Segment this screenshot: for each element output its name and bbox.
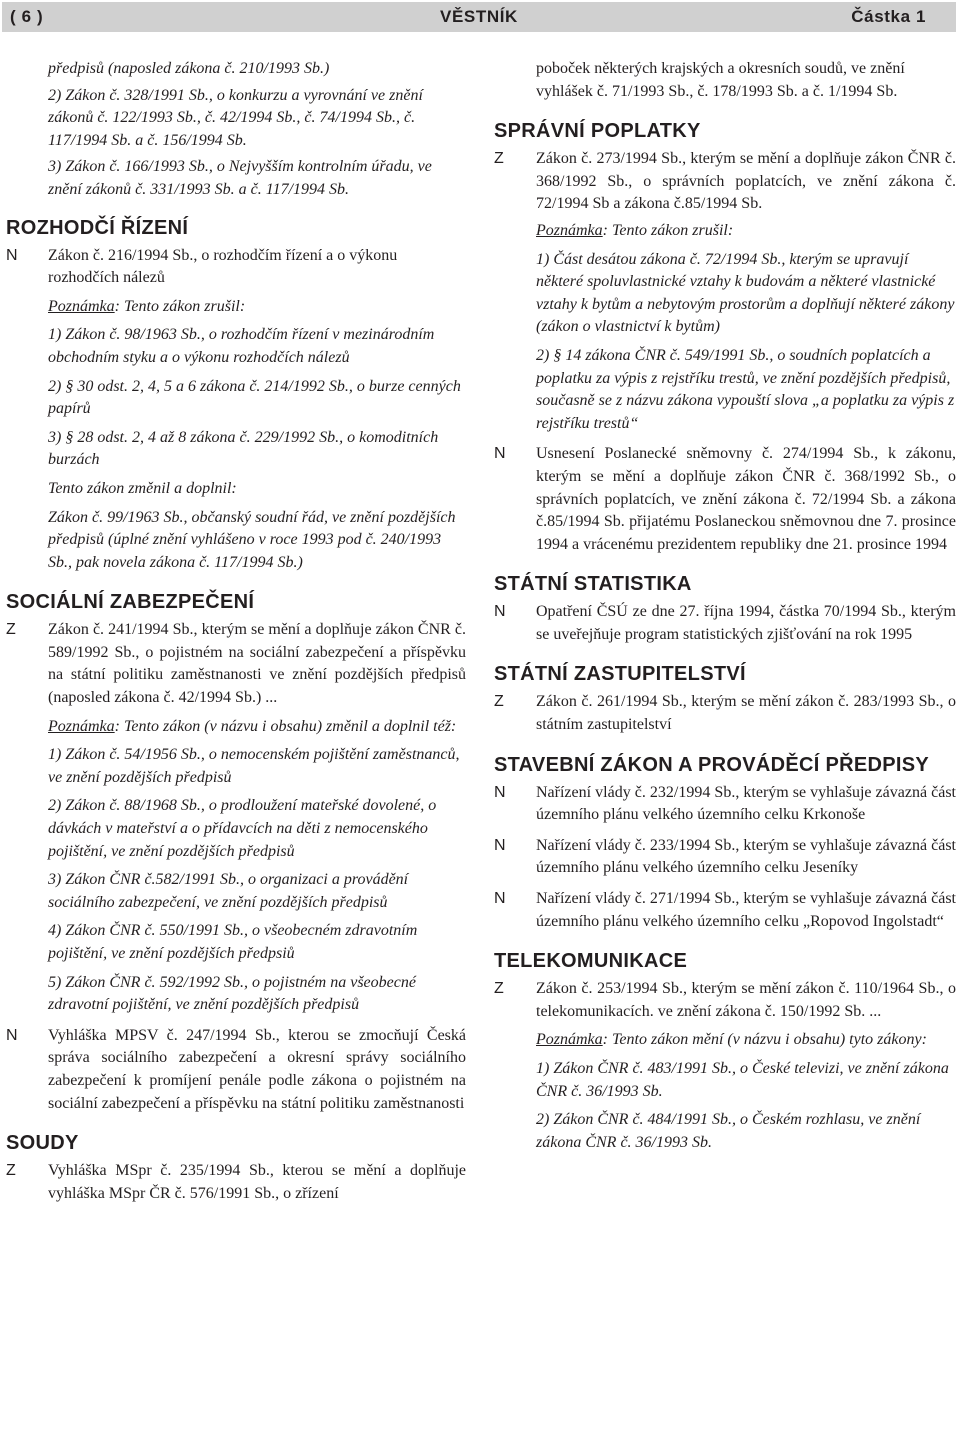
note-item: 3) § 28 odst. 2, 4 až 8 zákona č. 229/1992 Sb., o komoditních burzách bbox=[48, 428, 439, 469]
entry-type-marker: Z bbox=[494, 150, 504, 168]
note bbox=[494, 220, 956, 243]
entry-text: Zákon č. 216/1994 Sb., o rozhodčím řízení a o výkonu rozhodčích nálezů bbox=[48, 246, 398, 287]
note-item: Tento zákon změnil a doplnil: bbox=[48, 479, 237, 497]
entry-text: Vyhláška MSpr č. 235/1994 Sb., kterou se mění a doplňuje vyhláška MSpr ČR č. 576/1991 Sb., o zřízení bbox=[48, 1162, 466, 1202]
note bbox=[6, 296, 466, 319]
continued-text: poboček některých krajských a okresních soudů, ve znění vyhlášek č. 71/1993 Sb., č. 178/1993 Sb. a č. 1/1994 Sb. bbox=[536, 60, 905, 100]
note-item: 1) Zákon č. 98/1963 Sb., o rozhodčím řízení v mezinárodním obchodním styku a o výkonu rozhodčích nálezů bbox=[48, 326, 435, 366]
note-item: 1) Zákon č. 54/1956 Sb., o nemocenském pojištění zaměstnanců, ve znění pozdějších předpisů bbox=[48, 746, 460, 786]
note-text: : Tento zákon (v názvu i obsahu) změnil a doplnil též: bbox=[114, 717, 457, 735]
entry-text: Nařízení vlády č. 232/1994 Sb., kterým se vyhlašuje závazná část územního plánu velkého územního celku Krkonoše bbox=[536, 783, 956, 824]
entry-text: Opatření ČSÚ ze dne 27. října 1994, částka 70/1994 Sb., kterým se uveřejňuje program statistických zjišťování na rok 1995 bbox=[536, 603, 956, 643]
journal-title: VĚSTNÍK bbox=[440, 7, 518, 26]
note-label: Poznámka bbox=[536, 1031, 603, 1049]
right-column bbox=[494, 58, 956, 1154]
section-heading: STAVEBNÍ ZÁKON A PROVÁDĚCÍ PŘEDPISY bbox=[494, 753, 929, 776]
law-entry bbox=[6, 619, 466, 709]
note-item: 1) Zákon ČNR č. 483/1991 Sb., o České televizi, ve znění zákona ČNR č. 36/1993 Sb. bbox=[536, 1060, 949, 1100]
section-heading: SOUDY bbox=[6, 1132, 79, 1155]
law-entry bbox=[494, 691, 956, 736]
entry-text: Zákon č. 273/1994 Sb., kterým se mění a doplňuje zákon ČNR č. 368/1992 Sb., o správních poplatcích, ve znění zákona č. 72/1994 Sb a zákona č.85/1994 Sb. bbox=[536, 150, 956, 213]
section-heading: STÁTNÍ STATISTIKA bbox=[494, 573, 692, 596]
entry-type-marker: Z bbox=[6, 1162, 16, 1180]
entry-text: Zákon č. 253/1994 Sb., kterým se mění zákon č. 110/1964 Sb., o telekomunikacích. ve znění zákona č. 150/1992 Sb. ... bbox=[536, 980, 956, 1020]
note-item: 2) Zákon ČNR č. 484/1991 Sb., o Českém rozhlasu, ve znění zákona ČNR č. 36/1993 Sb. bbox=[536, 1111, 921, 1151]
law-entry bbox=[6, 1025, 466, 1115]
entry-type-marker: Z bbox=[494, 980, 504, 998]
law-entry bbox=[494, 782, 956, 827]
entry-text: Vyhláška MPSV č. 247/1994 Sb., kterou se zmocňují Česká správa sociálního zabezpečení a okresní správy sociálního zabezpečení k promíjení penále podle zákona o pojistném na sociální zabezpečení a příspěvku na státní politiku zaměstnanosti bbox=[48, 1026, 466, 1112]
entry-text: Nařízení vlády č. 233/1994 Sb., kterým se vyhlašuje závazná část územního plánu velkého územního celku Jeseníky bbox=[536, 836, 956, 877]
entry-type-marker: N bbox=[6, 1026, 18, 1044]
entry-type-marker: N bbox=[6, 246, 18, 264]
issue-number: Částka 1 bbox=[851, 7, 926, 26]
note-label: Poznámka bbox=[536, 221, 603, 239]
section-heading: SPRÁVNÍ POPLATKY bbox=[494, 120, 701, 143]
left-column bbox=[6, 58, 466, 1205]
entry-text: Nařízení vlády č. 271/1994 Sb., kterým se vyhlašuje závazná část územního plánu velkého územního celku „Ropovod Ingolstadt“ bbox=[536, 890, 956, 930]
law-entry bbox=[494, 443, 956, 556]
entry-text: Zákon č. 241/1994 Sb., kterým se mění a doplňuje zákon ČNR č. 589/1992 Sb., o pojistném na sociální zabezpečení a příspěvku na státní politiku zaměstnanosti ve znění pozdějších předpisů (naposled zákona č. 42/1994 Sb.) ... bbox=[48, 621, 466, 707]
section-heading: TELEKOMUNIKACE bbox=[494, 950, 688, 973]
entry-type-marker: N bbox=[494, 445, 506, 463]
law-entry bbox=[494, 148, 956, 216]
entry-text: Zákon č. 261/1994 Sb., kterým se mění zákon č. 283/1993 Sb., o státním zastupitelství bbox=[536, 693, 956, 734]
law-entry bbox=[6, 245, 466, 290]
entry-type-marker: N bbox=[494, 783, 506, 801]
entry-type-marker: N bbox=[494, 603, 506, 621]
note-label: Poznámka bbox=[48, 717, 115, 735]
entry-text: Usnesení Poslanecké sněmovny č. 274/1994 Sb., k zákonu, kterým se mění a doplňuje zákon ČNR č. 368/1992 Sb., o správních poplatcích, ve znění zákona č. 72/1994 Sb. a zákona č.85/1994 Sb. přijatému Poslaneckou sněmovnou dne 7. prosince 1994 a vrácenému prezidentem republiky dne 21. prosince 1994 bbox=[536, 445, 956, 553]
note-label: Poznámka bbox=[48, 297, 115, 315]
note-item: 2) Zákon č. 88/1968 Sb., o prodloužení mateřské dovolené, o dávkách v mateřství a o přídavcích na děti z nemocenského pojištění, ve znění pozdějších předpisů bbox=[48, 797, 437, 860]
note-text: : Tento zákon zrušil: bbox=[602, 221, 734, 239]
law-entry bbox=[494, 978, 956, 1023]
section-heading: ROZHODČÍ ŘÍZENÍ bbox=[6, 216, 189, 239]
entry-type-marker: N bbox=[494, 890, 506, 908]
section-heading: STÁTNÍ ZASTUPITELSTVÍ bbox=[494, 663, 746, 686]
note-item: 5) Zákon ČNR č. 592/1992 Sb., o pojistném na všeobecné zdravotní pojištění, ve znění pozdějších předpisů bbox=[48, 973, 416, 1014]
note-item: 2) § 30 odst. 2, 4, 5 a 6 zákona č. 214/1992 Sb., o burze cenných papírů bbox=[48, 377, 461, 418]
entry-type-marker: N bbox=[494, 836, 506, 854]
page-header bbox=[2, 2, 956, 32]
note-item: 2) § 14 zákona ČNR č. 549/1991 Sb., o soudních poplatcích a poplatku za výpis z rejstříku trestů, ve znění pozdějších předpisů, současně se z názvu zákona vypouští slova „a poplatku za výpis z rejstříku trestů“ bbox=[536, 346, 955, 432]
page-number: ( 6 ) bbox=[10, 7, 44, 26]
continued-text: předpisů (naposled zákona č. 210/1993 Sb.) bbox=[48, 60, 330, 77]
note-item: 2) Zákon č. 328/1991 Sb., o konkurzu a vyrovnání ve znění zákonů č. 122/1993 Sb., č. 42/1994 Sb., č. 74/1994 Sb., č. 117/1994 Sb. a č. 156/1994 Sb. bbox=[48, 86, 423, 149]
section-heading: SOCIÁLNÍ ZABEZPEČENÍ bbox=[6, 591, 255, 614]
entry-type-marker: Z bbox=[6, 621, 16, 639]
note-item: 1) Část desátou zákona č. 72/1994 Sb., kterým se upravují některé spoluvlastnické vztahy k budovám a některé vlastnické vztahy k bytům a nebytovým prostorům a doplňují některé zákony (zákon o vlastnictví k bytům) bbox=[536, 250, 955, 336]
note-item: 4) Zákon ČNR č. 550/1991 Sb., o všeobecném zdravotním pojištění, ve znění pozdějších předpsiů bbox=[48, 922, 418, 962]
note bbox=[6, 716, 466, 739]
note-item: 3) Zákon ČNR č.582/1991 Sb., o organizaci a provádění sociálního zabezpečení, ve znění pozdějších předpisů bbox=[48, 871, 409, 911]
law-entry bbox=[494, 835, 956, 880]
law-entry bbox=[494, 888, 956, 933]
note-text: : Tento zákon zrušil: bbox=[114, 297, 246, 315]
note bbox=[494, 1029, 956, 1052]
law-entry bbox=[6, 1160, 466, 1205]
note-item: Zákon č. 99/1963 Sb., občanský soudní řád, ve znění pozdějších předpisů (úplné znění vyhlášeno v roce 1993 pod č. 240/1993 Sb., pak novela zákona č. 117/1994 Sb.) bbox=[48, 508, 456, 571]
law-entry bbox=[494, 601, 956, 646]
entry-type-marker: Z bbox=[494, 693, 504, 711]
note-text: : Tento zákon mění (v názvu i obsahu) tyto zákony: bbox=[602, 1031, 927, 1049]
note-item: 3) Zákon č. 166/1993 Sb., o Nejvyšším kontrolním úřadu, ve znění zákonů č. 331/1993 Sb. a č. 117/1994 Sb. bbox=[48, 158, 432, 198]
